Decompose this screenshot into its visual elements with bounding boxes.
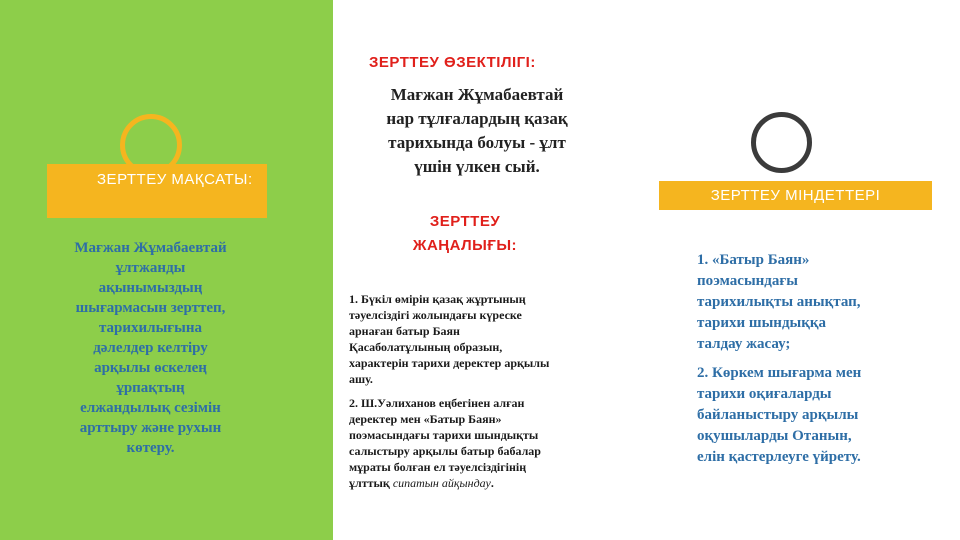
purpose-line: елжандылық сезімін: [80, 400, 221, 416]
purpose-line: арқылы өскелең: [94, 360, 207, 376]
purpose-line: ұлтжанды: [115, 260, 186, 276]
relevance-text: [352, 83, 602, 179]
novelty-heading-line: ЖАҢАЛЫҒЫ:: [412, 237, 518, 254]
novelty-heading: [380, 210, 550, 258]
novelty-line: мұраты болған ел тәуелсіздігінің: [349, 460, 527, 474]
task-line: елін қастерлеуге үйрету.: [697, 449, 861, 465]
relevance-line: нар тұлғалардың қазақ: [386, 109, 568, 128]
tasks-banner: ЗЕРТТЕУ МІНДЕТТЕРІ: [659, 181, 932, 210]
task-line: оқушыларды Отанын,: [697, 428, 852, 444]
task-line: байланыстыру арқылы: [697, 407, 859, 423]
relevance-line: тарихында болуы - ұлт: [388, 133, 566, 152]
purpose-line: Мағжан Жұмабаевтай: [74, 240, 227, 256]
novelty-italic-text: сипатын айқындау: [392, 476, 491, 490]
relevance-line: Мағжан Жұмабаевтай: [390, 85, 564, 104]
purpose-text: [48, 238, 253, 458]
task-line: тарихи шындыққа: [697, 315, 827, 331]
task-item-1: [697, 250, 907, 355]
purpose-line: көтеру.: [126, 440, 175, 456]
task-line: тарихилықты анықтап,: [697, 294, 861, 310]
purpose-line: арттыру және рухын: [79, 420, 222, 436]
purpose-line: шығармасын зерттеп,: [75, 300, 226, 316]
novelty-heading-line: ЗЕРТТЕУ: [429, 213, 501, 230]
task-line: тарихи оқиғаларды: [697, 386, 832, 402]
novelty-item-1: [349, 291, 592, 387]
task-line: поэмасындағы: [697, 273, 798, 289]
purpose-line: тарихилығына: [99, 320, 202, 336]
purpose-line: дәлелдер келтіру: [93, 340, 208, 356]
novelty-line: 2. Ш.Уәлиханов еңбегінен алған: [349, 396, 525, 410]
novelty-line: ашу.: [349, 372, 373, 386]
ring-right-icon: [751, 112, 812, 173]
relevance-heading: ЗЕРТТЕУ ӨЗЕКТІЛІГІ:: [369, 54, 536, 71]
task-line: 1. «Батыр Баян»: [697, 252, 810, 268]
novelty-line: тәуелсіздігі жолындағы күреске: [349, 308, 522, 322]
purpose-line: ақынымыздың: [98, 280, 203, 296]
novelty-line: характерін тарихи деректер арқылы: [349, 356, 550, 370]
task-line: талдау жасау;: [697, 336, 791, 352]
purpose-banner: ЗЕРТТЕУ МАҚСАТЫ:: [47, 164, 267, 218]
novelty-line: деректер мен «Батыр Баян»: [349, 412, 502, 426]
relevance-line: үшін үлкен сый.: [414, 157, 540, 176]
novelty-line: поэмасындағы тарихи шындықты: [349, 428, 539, 442]
novelty-line: 1. Бүкіл өмірін қазақ жұртының: [349, 292, 526, 306]
novelty-line: салыстыру арқылы батыр бабалар: [349, 444, 541, 458]
novelty-line: арнаған батыр Баян: [349, 324, 460, 338]
task-item-2: [697, 363, 907, 468]
novelty-line-end: .: [490, 476, 494, 490]
novelty-item-2: [349, 395, 592, 491]
novelty-line: Қасаболатұлының образын,: [349, 340, 503, 354]
task-line: 2. Көркем шығарма мен: [697, 365, 862, 381]
novelty-list: [349, 291, 592, 499]
purpose-line: ұрпақтың: [116, 380, 185, 396]
tasks-list: [697, 250, 907, 476]
novelty-line: ұлттық: [349, 476, 393, 490]
